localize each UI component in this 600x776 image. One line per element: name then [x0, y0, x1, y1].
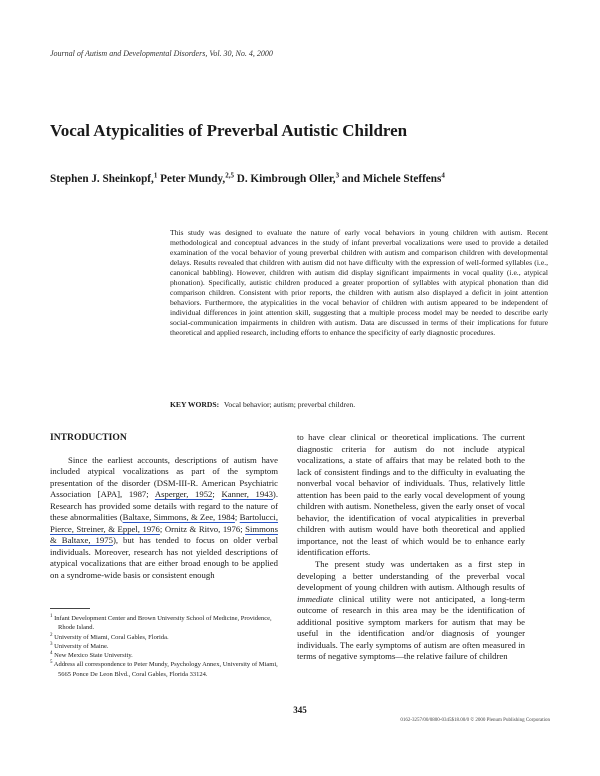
citation-link[interactable]: Simmons & Baltaxe, 1975	[50, 523, 278, 546]
body-paragraph: to have clear clinical or theoretical implications. The current diagnostic criteria for autism do not include atypical vocalizations, a state of affairs that may be related both to the lack of consistent findings and to the difficulty in evaluating the nonverbal vocal behavior of individuals. Thus, relatively little attention has been paid to the early vocal development of young children with autism. Nonetheless, given the early onset of vocal behavior, the identification of vocal atypicalities in preverbal children with autism would have both theoretical and applied importance, not the least of which would be to enhance early identification efforts.	[297, 432, 525, 558]
author-name: Michele Steffens	[362, 173, 442, 185]
intro-paragraph: Since the earliest accounts, descriptions of autism have included atypical vocalizations as part of the symptom presentation of the disorder (DSM-III-R. American Psychiatric Association [APA], 1987; Asperger, 1952; Kanner, 1943). Research has provided some details with regard to the nature of these abnormalities (Baltaxe, Simmons, & Zee, 1984; Bartolucci, Pierce, Streiner, & Eppel, 1976; Ornitz & Ritvo, 1976; Simmons & Baltaxe, 1975), but has tended to focus on older verbal individuals. Moreover, research has not yielded descriptions of atypical vocalizations that are either broad enough to be applied on a syndrome-wide basis or consistent enough	[50, 454, 279, 581]
author-affiliation-mark: 3	[335, 171, 340, 180]
emphasis-text: immediate	[297, 593, 334, 604]
author-name: Stephen J. Sheinkopf,	[50, 173, 154, 185]
footnote: $^3$ University of Maine.	[50, 641, 109, 650]
keywords-line	[170, 400, 548, 409]
author-list: Stephen J. Sheinkopf,$^1$ Peter Mundy,$^{2,5}$ D. Kimbrough Oller,$^3$ and Michele Steffens$^4$	[50, 171, 445, 185]
citation-link[interactable]: Bartolucci, Pierce, Streiner, & Eppel, 1976	[50, 512, 279, 534]
citation-link[interactable]: Asperger, 1952	[154, 489, 213, 500]
footnote: $^4$ New Mexico State University.	[50, 651, 133, 660]
footnote: $^5$ Address all correspondence to Peter Mundy, Psychology Annex, University of Miami, 5665 Ponce De Leon Blvd., Coral Gables, Florida 33124.	[50, 660, 278, 678]
abstract: This study was designed to evaluate the nature of early vocal behaviors in young children with autism. Recent methodological and conceptual advances in the study of infant preverbal vocalizations were used to provide a detailed examination of the vocal behavior of young preverbal children with autism and comparison children with developmental delays. Results revealed that children with autism did not have difficulty with the expression of well-formed syllables (i.e., canonical babbling). However, children with autism did display significant impairments in vocal quality (i.e., atypical phonation). Specifically, autistic children produced a greater proportion of syllables with atypical phonation than did comparison children. Consistent with prior reports, the children with autism also displayed a deficit in joint attention behaviors. Furthermore, the atypicalities in the vocal behavior of children with autism appeared to be independent of individual differences in joint attention skill, suggesting that a multiple process model may be needed to describe early social-communication impairments in children with autism. Data are discussed in terms of their implications for future theoretical and applied research, including efforts to enhance the specificity of early diagnostic procedures.	[170, 228, 548, 337]
footnotes	[50, 614, 278, 679]
journal-header: Journal of Autism and Developmental Disorders, Vol. 30, No. 4, 2000	[50, 49, 273, 58]
author-affiliation-mark: 1	[153, 171, 158, 180]
right-column	[297, 432, 525, 663]
copyright-line: 0162-3257/00/0800-0345$18.00/0 © 2000 Plenum Publishing Corporation	[400, 718, 550, 723]
left-column	[50, 432, 278, 582]
article-title: Vocal Atypicalities of Preverbal Autistic Children	[50, 121, 408, 140]
author-name: Peter Mundy,	[160, 173, 226, 185]
citation-link[interactable]: Kanner, 1943	[221, 489, 273, 500]
citation-link[interactable]: Baltaxe, Simmons, & Zee, 1984	[122, 512, 235, 523]
author-affiliation-mark: 4	[441, 171, 445, 180]
author-name: D. Kimbrough Oller,	[236, 173, 336, 185]
footnote: $^2$ University of Miami, Coral Gables, Florida.	[50, 632, 169, 641]
keywords-label: KEY WORDS:	[170, 400, 220, 409]
footnote: $^1$ Infant Development Center and Brown University School of Medicine, Providence, Rhode Island.	[50, 613, 272, 632]
keywords-text: Vocal behavior; autism; preverbal children.	[223, 400, 356, 409]
body-paragraph: The present study was undertaken as a first step in developing a better understanding of the preverbal vocal development of young children with autism. Although results of immediate clinical utility were not anticipated, a long-term outcome of research in this area may be the identification of additional positive symptom markers for autism that may be useful in the identification and/or diagnosis of younger individuals. The early symptoms of autism are often measured in terms of negative symptoms—the relative failure of children	[297, 559, 525, 662]
author-affiliation-mark: 2,5	[225, 171, 234, 180]
page-number: 345	[293, 705, 307, 715]
section-heading: INTRODUCTION	[50, 432, 127, 443]
footnote-divider	[50, 608, 90, 609]
